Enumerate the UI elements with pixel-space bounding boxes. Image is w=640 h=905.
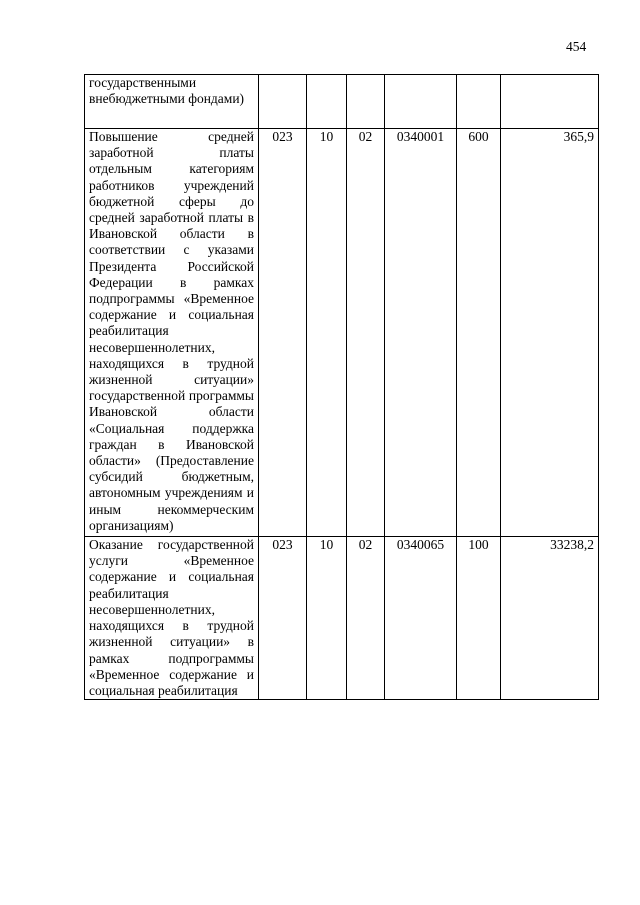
row-description: государственными внебюджетными фондами) <box>85 75 259 129</box>
section-code-cell: 10 <box>307 537 347 700</box>
ministry-code-cell <box>259 75 307 129</box>
expense-type-cell <box>457 75 501 129</box>
ministry-code-cell: 023 <box>259 129 307 537</box>
target-code-cell <box>385 75 457 129</box>
subsection-code-cell: 02 <box>347 537 385 700</box>
table-row <box>85 75 599 129</box>
amount-cell: 33238,2 <box>501 537 599 700</box>
amount-cell: 365,9 <box>501 129 599 537</box>
target-code-cell: 0340065 <box>385 537 457 700</box>
section-code-cell <box>307 75 347 129</box>
table-row <box>85 129 599 537</box>
target-code-cell: 0340001 <box>385 129 457 537</box>
ministry-code-cell: 023 <box>259 537 307 700</box>
table-row <box>85 537 599 700</box>
row-description: Оказание государственной услуги «Временное содержание и социальная реабилитация несовершеннолетних, находящихся в трудной жизненной ситуации» в рамках подпрограммы «Временное содержание и социальная реабилитация <box>85 537 259 700</box>
subsection-code-cell: 02 <box>347 129 385 537</box>
amount-cell <box>501 75 599 129</box>
subsection-code-cell <box>347 75 385 129</box>
page-number: 454 <box>566 39 587 54</box>
expense-type-cell: 600 <box>457 129 501 537</box>
row-description: Повышение средней заработной платы отдельным категориям работников учреждений бюджетной сферы до средней заработной платы в Ивановской области в соответствии с указами Президента Российской Федерации в рамках подпрограммы «Временное содержание и социальная реабилитация несовершеннолетних, находящихся в трудной жизненной ситуации» государственной программы Ивановской области «Социальная поддержка граждан в Ивановской области» (Предоставление субсидий бюджетным, автономным учреждениям и иным некоммерческим организациям) <box>85 129 259 537</box>
budget-table <box>84 74 599 700</box>
section-code-cell: 10 <box>307 129 347 537</box>
expense-type-cell: 100 <box>457 537 501 700</box>
